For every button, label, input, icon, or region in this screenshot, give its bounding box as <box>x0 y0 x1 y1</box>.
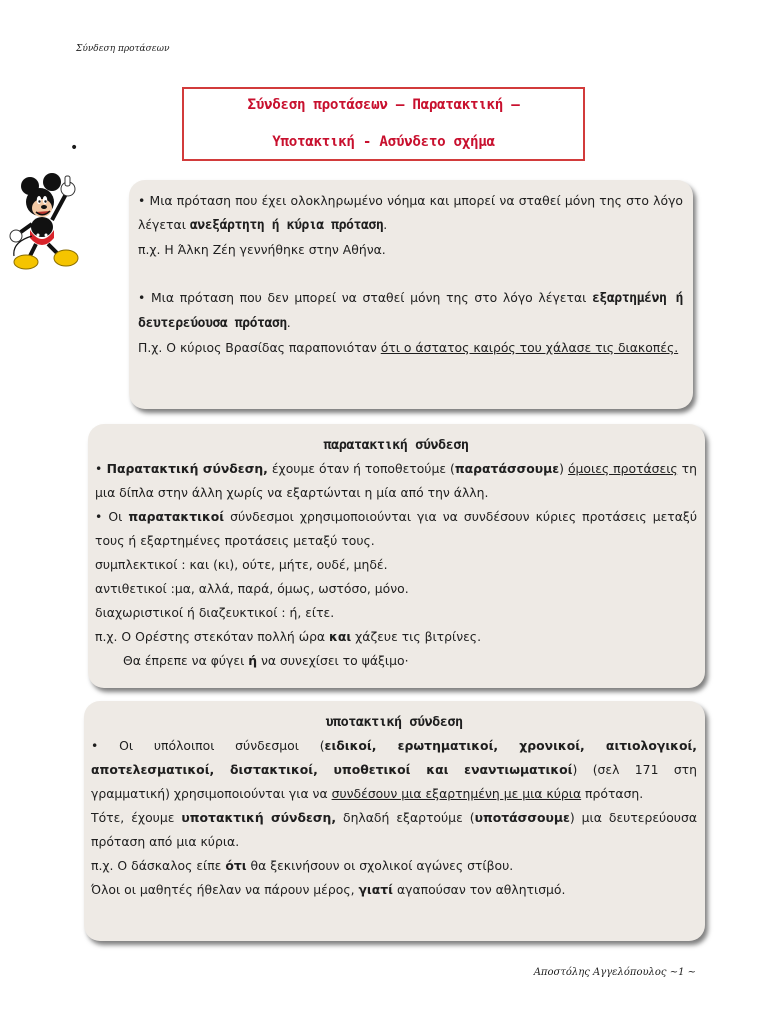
parataxis-definition: • Παρατακτική σύνδεση, έχουμε όταν ή τοποθετούμε (παρατάσσουμε) όμοιες προτάσεις τη μια δίπλα στην άλλη χωρίς να εξαρτώνται η μία από την άλλη. <box>95 461 697 500</box>
stray-bullet: • <box>70 140 79 156</box>
hypotaxis-definition: Τότε, έχουμε υποτακτική σύνδεση, δηλαδή εξαρτούμε (υποτάσσουμε) μια δευτερεύουσα πρόταση από μια κύρια. <box>91 810 697 849</box>
footer-author-page: Αποστόλης Αγγελόπουλος ~1 ~ <box>533 967 696 978</box>
parataxis-card <box>88 424 705 688</box>
example-independent: π.χ. Η Άλκη Ζέη γεννήθηκε στην Αθήνα. <box>138 242 386 257</box>
example-dependent: Π.χ. Ο κύριος Βρασίδας παραπονιόταν ότι ο άστατος καιρός του χάλασε τις διακοπές. <box>138 340 679 355</box>
hypotaxis-card <box>84 701 705 941</box>
copulative-conjunctions: συμπλεκτικοί : και (κι), ούτε, μήτε, ουδέ, μηδέ. <box>95 557 388 572</box>
parataxis-example-1: π.χ. Ο Ορέστης στεκόταν πολλή ώρα και χάζευε τις βιτρίνες. <box>95 629 482 644</box>
mickey-mouse-icon <box>8 172 90 272</box>
parataxis-example-2: Θα έπρεπε να φύγει ή να συνεχίσει το ψάξιμο· <box>123 653 409 668</box>
title-line-1: Σύνδεση προτάσεων – Παρατακτική – <box>247 97 520 113</box>
parataxis-conjunctions: • Οι παρατακτικοί σύνδεσμοι χρησιμοποιούνται για να συνδέσουν κύριες προτάσεις μεταξύ τους ή εξαρτημένες προτάσεις μεταξύ τους. <box>95 509 698 548</box>
hypotaxis-example-1: π.χ. Ο δάσκαλος είπε ότι θα ξεκινήσουν οι σχολικοί αγώνες στίβου. <box>91 858 514 873</box>
hypotaxis-title: υποτακτική σύνδεση <box>325 714 463 730</box>
dependent-clause-definition: • Μια πρόταση που δεν μπορεί να σταθεί μόνη της στο λόγο λέγεται εξαρτημένη ή δευτερεύουσα πρόταση. <box>138 290 683 331</box>
adversative-conjunctions: αντιθετικοί :μα, αλλά, παρά, όμως, ωστόσο, μόνο. <box>95 581 409 596</box>
hypotaxis-example-2: Όλοι οι μαθητές ήθελαν να πάρουν μέρος, γιατί αγαπούσαν τον αθλητισμό. <box>91 882 566 897</box>
hypotaxis-conjunctions: • Οι υπόλοιποι σύνδεσμοι (ειδικοί, ερωτηματικοί, χρονικοί, αιτιολογικοί, αποτελεσματικοί, διστακτικοί, υποθετικοί και εναντιωματικοί) (σελ 171 στη γραμματική) χρησιμοποιούνται για να συνδέσουν μια εξαρτημένη με μια κύρια πρόταση. <box>91 738 697 801</box>
disjunctive-conjunctions: διαχωριστικοί ή διαζευκτικοί : ή, είτε. <box>95 605 335 620</box>
title-box <box>182 87 585 161</box>
parataxis-title: παρατακτική σύνδεση <box>323 437 469 453</box>
definitions-card <box>129 180 693 409</box>
title-line-2: Υποτακτική - Ασύνδετο σχήμα <box>272 134 495 150</box>
independent-clause-definition: • Μια πρόταση που έχει ολοκληρωμένο νόημα και μπορεί να σταθεί μόνη της στο λόγο λέγεται ανεξάρτητη ή κύρια πρόταση. <box>138 193 683 233</box>
running-header: Σύνδεση προτάσεων <box>76 44 170 54</box>
